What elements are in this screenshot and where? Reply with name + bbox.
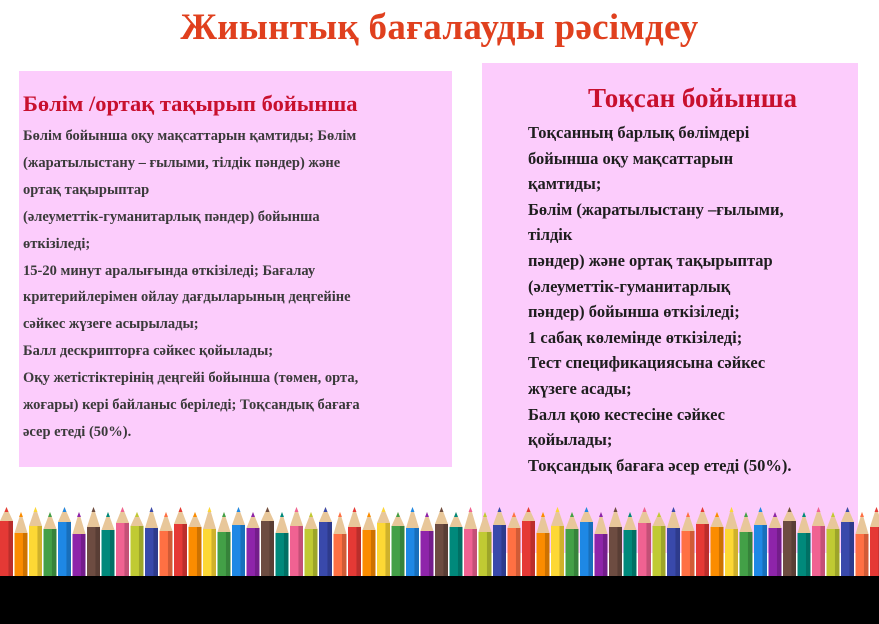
- pencil-icon: [522, 507, 535, 577]
- pencil-icon: [290, 507, 303, 577]
- text-line: 1 сабақ көлемінде өткізіледі;: [528, 327, 743, 347]
- section-assessment-panel: [19, 71, 452, 467]
- text-line: Балл дескрипторға сәйкес қойылады;: [23, 343, 274, 360]
- pencil-icon: [624, 512, 637, 577]
- pencil-icon: [131, 512, 144, 577]
- text-line: жоғары) кері байланыс беріледі; Тоқсандық бағаға: [23, 397, 360, 414]
- term-assessment-panel: [482, 63, 858, 553]
- pencil-icon: [537, 512, 550, 577]
- pencil-icon: [15, 512, 28, 577]
- pencil-icon: [261, 507, 274, 577]
- pencil-icon: [435, 507, 448, 577]
- text-line: Тест спецификациясына сәйкес: [528, 353, 766, 373]
- pencil-icon: [812, 507, 825, 577]
- pencil-icon: [856, 512, 869, 577]
- text-line: ортақ тақырыптар: [23, 181, 150, 198]
- page-title: Жиынтық бағалауды рәсімдеу: [180, 7, 699, 48]
- pencil-icon: [609, 507, 622, 577]
- pencil-icon: [450, 512, 463, 577]
- pencil-icon: [566, 512, 579, 577]
- text-line: Бөлім (жаратылыстану –ғылыми,: [528, 199, 784, 219]
- pencil-icon: [740, 512, 753, 577]
- pencil-icon: [711, 512, 724, 577]
- pencil-icon: [493, 507, 506, 577]
- text-line: тілдік: [528, 225, 573, 245]
- text-line: сәйкес жүзеге асырылады;: [23, 316, 199, 333]
- pencil-icon: [247, 512, 260, 577]
- pencil-icon: [102, 512, 115, 577]
- pencil-icon: [479, 512, 492, 577]
- pencil-icon: [754, 507, 767, 577]
- text-line: Оқу жетістіктерінің деңгейі бойынша (төмен, орта,: [23, 370, 359, 387]
- term-assessment-heading: Тоқсан бойынша: [587, 83, 798, 113]
- pencil-icon: [203, 507, 216, 577]
- pencil-icon: [305, 512, 318, 577]
- pencil-icon: [841, 507, 854, 577]
- section-assessment-heading: Бөлім /ортақ тақырып бойынша: [23, 91, 358, 116]
- pencil-icon: [783, 507, 796, 577]
- pencil-icon: [44, 512, 57, 577]
- pencil-icon: [363, 512, 376, 577]
- pencil-icon: [798, 512, 811, 577]
- pencil-icon: [145, 507, 158, 577]
- pencil-icon: [0, 507, 13, 577]
- pencil-icon: [696, 507, 709, 577]
- pencil-icon: [334, 512, 347, 577]
- text-line: өткізіледі;: [23, 235, 91, 252]
- text-line: пәндер) және ортақ тақырыптар: [528, 250, 773, 270]
- text-line: Балл қою кестесіне сәйкес: [528, 404, 725, 424]
- pencil-icon: [174, 507, 187, 577]
- pencil-icon: [464, 507, 477, 577]
- pencil-icon: [58, 507, 71, 577]
- pencil-icon: [667, 507, 680, 577]
- text-line: Бөлім бойынша оқу мақсаттарын қамтиды; Бөлім: [23, 128, 357, 144]
- pencil-icon: [769, 512, 782, 577]
- text-line: бойынша оқу мақсаттарын: [528, 148, 734, 168]
- section-assessment-text: [23, 123, 448, 446]
- colored-pencils-decoration: [0, 505, 879, 577]
- pencil-icon: [638, 507, 651, 577]
- text-line: қамтиды;: [528, 174, 602, 194]
- pencil-icon: [319, 507, 332, 577]
- pencil-icon: [87, 507, 100, 577]
- pencil-icon: [406, 507, 419, 577]
- pencil-icon: [160, 512, 173, 577]
- pencil-icon: [580, 507, 593, 577]
- pencil-icon: [232, 507, 245, 577]
- term-assessment-text: [482, 120, 858, 478]
- pencil-icon: [595, 512, 608, 577]
- pencil-icon: [276, 512, 289, 577]
- pencil-icon: [73, 512, 86, 577]
- pencil-icon: [116, 507, 129, 577]
- pencil-icon: [218, 512, 231, 577]
- pencil-icon: [551, 507, 564, 577]
- pencil-icon: [725, 507, 738, 577]
- pencil-icon: [682, 512, 695, 577]
- text-line: (әлеуметтік-гуманитарлық: [528, 276, 731, 296]
- text-line: 15-20 минут аралығында өткізіледі; Бағалау: [23, 262, 316, 279]
- pencil-icon: [827, 512, 840, 577]
- bottom-bar: [0, 576, 879, 624]
- pencil-icon: [348, 507, 361, 577]
- pencil-icon: [29, 507, 42, 577]
- text-line: Тоқсандық бағаға әсер етеді (50%).: [528, 455, 792, 475]
- text-line: қойылады;: [528, 430, 613, 450]
- pencil-icon: [653, 512, 666, 577]
- pencil-icon: [870, 507, 879, 577]
- text-line: критерийлерімен ойлау дағдыларының деңгейіне: [23, 289, 351, 306]
- pencil-icon: [508, 512, 521, 577]
- pencil-icon: [392, 512, 405, 577]
- text-line: жүзеге асады;: [528, 378, 632, 398]
- text-line: Тоқсанның барлық бөлімдері: [528, 123, 750, 142]
- pencil-icon: [421, 512, 434, 577]
- text-line: әсер етеді (50%).: [23, 423, 132, 440]
- text-line: (жаратылыстану – ғылыми, тілдік пәндер) және: [23, 154, 341, 171]
- pencil-icon: [377, 507, 390, 577]
- text-line: пәндер) бойынша өткізіледі;: [528, 302, 740, 322]
- pencil-icon: [189, 512, 202, 577]
- text-line: (әлеуметтік-гуманитарлық пәндер) бойынша: [23, 208, 320, 225]
